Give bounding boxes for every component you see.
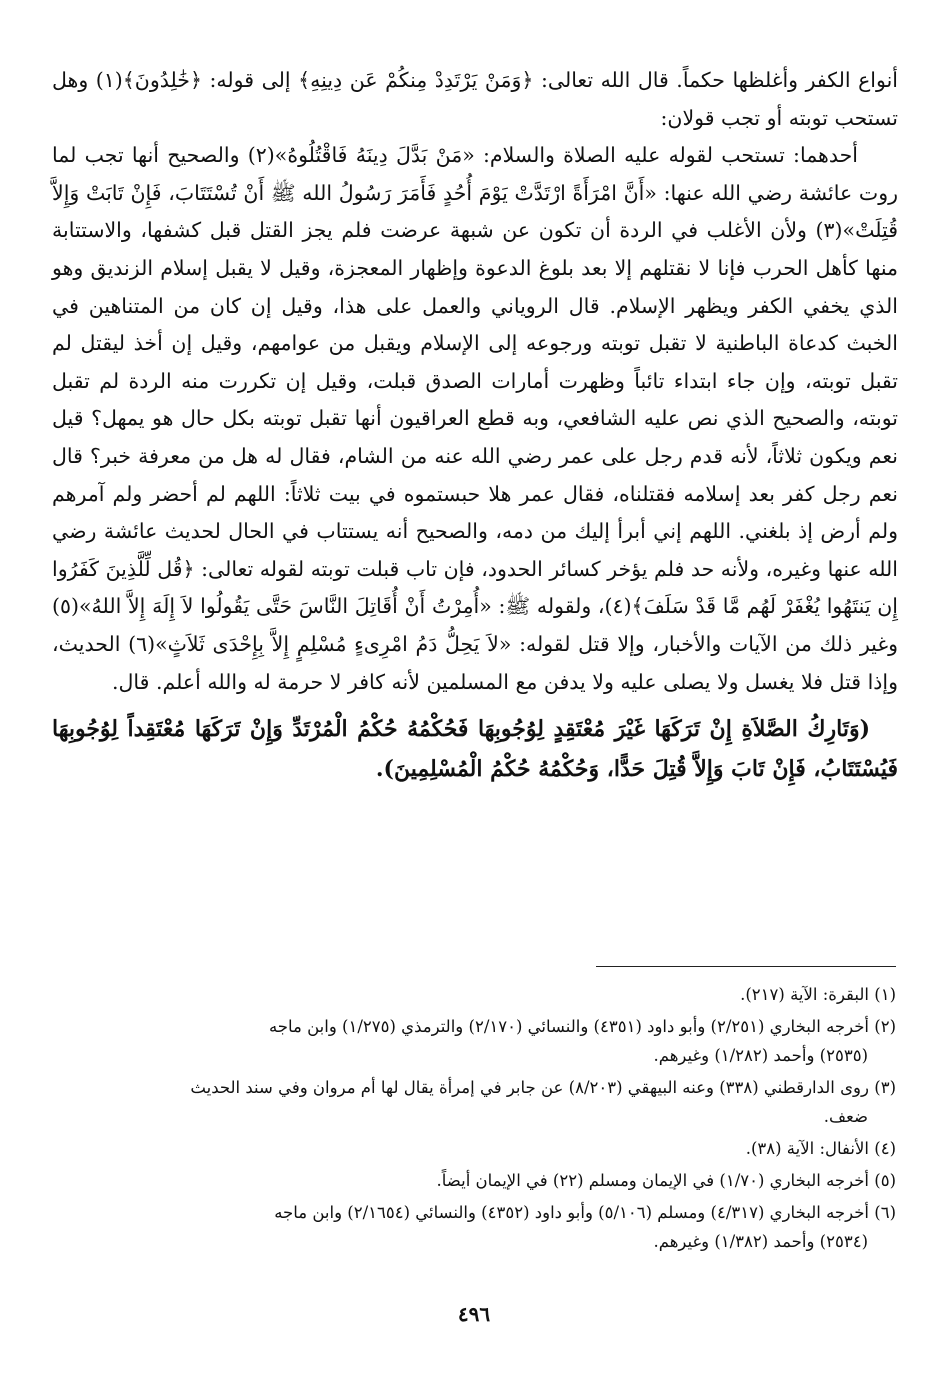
footnote-text: (٥) أخرجه البخاري (١/٧٠) في الإيمان ومسلم (٢٢) في الإيمان أيضاً. (436, 1171, 896, 1190)
footnote-item (50, 1073, 896, 1131)
footnote-text: (٣) روى الدارقطني (٣٣٨) وعنه البيهقي (٨/٢٠٣) عن جابر في إمرأة يقال لها أم مروان وفي سند الحديث (190, 1078, 896, 1097)
footnote-text: (١) البقرة: الآية (٢١٧). (740, 985, 896, 1004)
footnote-continuation: ضعف. (823, 1107, 868, 1126)
footnote-item (50, 1198, 896, 1256)
footnote-item (50, 980, 896, 1009)
main-text (52, 62, 898, 789)
paragraph-intro: أنواع الكفر وأغلظها حكماً. قال الله تعالى: ﴿وَمَنْ يَرْتَدِدْ مِنكُمْ عَن دِينِهِ﴾ إلى قوله: ﴿خَٰلِدُونَ﴾(١) وهل تستحب توبته أو تجب قولان: (52, 68, 898, 130)
footnote-item (50, 1012, 896, 1070)
footnotes (50, 980, 896, 1259)
page-content (52, 62, 898, 789)
footnote-text: (٢) أخرجه البخاري (٢/٢٥١) وأبو داود (٤٣٥١) والنسائي (٢/١٧٠) والترمذي (١/٢٧٥) وابن ماجه (268, 1017, 896, 1036)
footnote-item (50, 1166, 896, 1195)
footnote-continuation: (٢٥٣٤) وأحمد (١/٣٨٢) وغيرهم. (653, 1232, 868, 1251)
footnote-text: (٤) الأنفال: الآية (٣٨). (745, 1139, 896, 1158)
footnote-text: (٦) أخرجه البخاري (٤/٣١٧) ومسلم (٥/١٠٦) وأبو داود (٤٣٥٢) والنسائي (٢/١٦٥٤) وابن ماجه (274, 1203, 896, 1222)
footnote-item (50, 1134, 896, 1163)
footnote-continuation: (٢٥٣٥) وأحمد (١/٢٨٢) وغيرهم. (653, 1046, 868, 1065)
paragraph-discussion: أحدهما: تستحب لقوله عليه الصلاة والسلام: «مَنْ بَدَّلَ دِينَهُ فَاقْتُلُوهُ»(٢) والصحيح أنها تجب لما روت عائشة رضي الله عنها: «أَنَّ امْرَأَةً ارْتَدَّتْ يَوْمَ أُحُدٍ فَأَمَرَ رَسُولُ الله ﷺ أَنْ تُسْتَتَابَ، فَإِنْ تَابَتْ وَإِلاَّ قُتِلَتْ»(٣) ولأن الأغلب في الردة أن تكون عن شبهة عرضت فلم يجز القتل قبل كشفها، والاستتابة منها كأهل الحرب فإنا لا نقتلهم إلا بعد بلوغ الدعوة وإظهار المعجزة، وقيل لا يقبل إسلام الزنديق وهو الذي يخفي الكفر ويظهر الإسلام. قال الروياني والعمل على هذا، وقيل إن كان من المتناهين في الخبث كدعاة الباطنية لا تقبل توبته ورجوعه إلى الإسلام ويقبل من عوامهم، وقيل إن أخذ ليقتل لم تقبل توبته، وإن جاء ابتداء تائباً وظهرت أمارات الصدق قبلت، وقيل إن تكررت منه الردة لم تقبل توبته، والصحيح الذي نص عليه الشافعي، وبه قطع العراقيون أنها تقبل توبته بكل حال هو يمهل؟ قيل نعم ويكون ثلاثاً، لأنه قدم رجل على عمر رضي الله عنه من الشام، فقال له هل من معرفة خبر؟ قال نعم رجل كفر بعد إسلامه فقتلناه، فقال عمر هلا حبستموه في بيت ثلاثاً: اللهم لم أحضر ولم آمرهم ولم أرض إذ بلغني. اللهم إني أبرأ إليك من دمه، والصحيح أنه يستتاب في الحال لحديث عائشة رضي الله عنها وغيره، ولأنه حد فلم يؤخر كسائر الحدود، فإن تاب قبلت توبته لقوله تعالى: ﴿قُل لِّلَّذِينَ كَفَرُوا إِن يَنتَهُوا يُغْفَرْ لَهُم مَّا قَدْ سَلَفَ﴾(٤)، ولقوله ﷺ: «أُمِرْتُ أَنْ أُقَاتِلَ النَّاسَ حَتَّى يَقُولُوا لاَ إِلَهَ إِلاَّ اللهُ»(٥) وغير ذلك من الآيات والأخبار، وإلا قتل لقوله: «لاَ يَحِلُّ دَمُ امْرِىءٍ مُسْلِمٍ إِلاَّ بِإِحْدَى ثَلاَثٍ»(٦) الحديث، وإذا قتل فلا يغسل ولا يصلى عليه ولا يدفن مع المسلمين لأنه كافر لا حرمة له والله أعلم. قال. (52, 143, 898, 694)
footnote-divider (596, 966, 896, 967)
page-number: ٤٩٦ (457, 1302, 491, 1326)
paragraph-matn: (وَتَارِكُ الصَّلاَةِ إِنْ تَرَكَهَا غَيْرَ مُعْتَقِدٍ لِوُجُوبِهَا فَحُكْمُهُ حُكْمُ الْمُرْتَدِّ وَإِنْ تَرَكَهَا مُعْتَقِداً لِوُجُوبِهَا فَيُسْتَتَابُ، فَإِنْ تَابَ وَإِلاَّ قُتِلَ حَدًّا، وَحُكْمُهُ حُكْمُ الْمُسْلِمِينَ). (52, 716, 898, 783)
